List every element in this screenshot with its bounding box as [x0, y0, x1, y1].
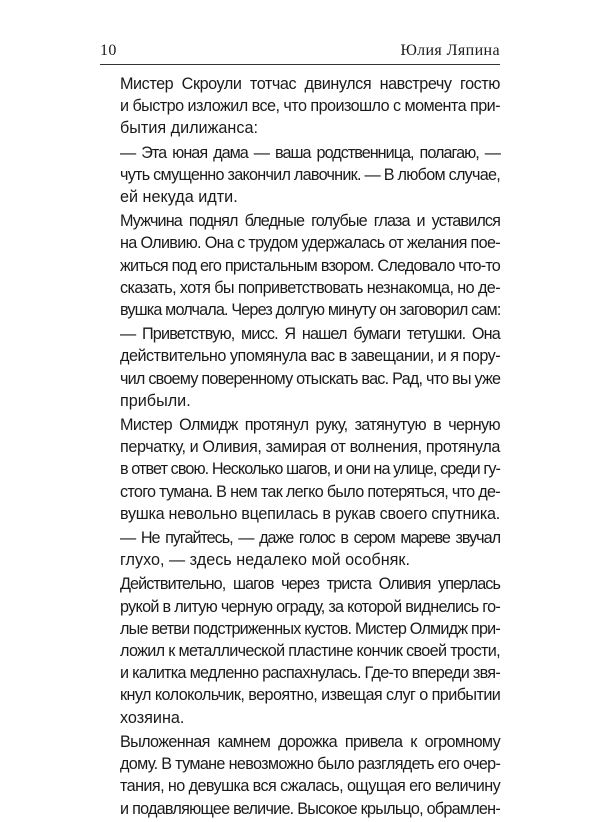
- text-line: и подавляющее величие. Высокое крыльцо, обрамлен-: [120, 799, 500, 818]
- paragraph: [100, 142, 500, 209]
- text-line: прибыли.: [120, 391, 191, 410]
- text-line: перчатку, и Оливия, замирая от волнения, протянула: [120, 438, 500, 457]
- text-line: Мужчина поднял бледные голубые глаза и уставился: [120, 212, 500, 231]
- text-line: стого тумана. В нем так легко было потеряться, что де-: [120, 482, 500, 501]
- page-header: [100, 38, 500, 65]
- running-title: Юлия Ляпина: [400, 42, 500, 59]
- text-line: — Эта юная дама — ваша родственница, полагаю, —: [120, 143, 500, 162]
- text-line: житься под его пристальным взором. Следовало что-то: [120, 256, 500, 275]
- text-line: и калитка медленно распахнулась. Где-то впереди звя-: [120, 664, 500, 683]
- text-line: в ответ свою. Несколько шагов, и они на улице, среди гу-: [120, 460, 500, 479]
- text-line: Мистер Олмидж протянул руку, затянутую в черную: [120, 416, 500, 435]
- text-line: — Не пугайтесь, — даже голос в сером мареве звучал: [120, 529, 500, 548]
- paragraph: [100, 527, 500, 571]
- text-line: сказать, хотя бы поприветствовать незнакомца, но де-: [120, 278, 500, 297]
- text-line: кнул колокольчик, вероятно, извещая слуг о прибытии: [120, 686, 501, 705]
- text-line: чил своему поверенному отыскать вас. Рад, что вы уже: [120, 369, 501, 388]
- text-line: чуть смущенно закончил лавочник. — В любом случае,: [120, 165, 500, 184]
- text-line: дому. В тумане невозможно было разглядеть его очер-: [120, 755, 501, 774]
- text-line: вушка невольно вцепилась в рукав своего спутника.: [120, 504, 500, 523]
- text-line: Действительно, шагов через триста Оливия уперлась: [120, 575, 500, 594]
- paragraph: [100, 414, 500, 525]
- text-line: лые ветви подстриженных кустов. Мистер Олмидж при-: [120, 619, 500, 638]
- text-line: Выложенная камнем дорожка привела к огромному: [120, 732, 500, 751]
- paragraph: [100, 731, 500, 820]
- text-line: хозяина.: [120, 708, 185, 727]
- text-line: бытия дилижанса:: [120, 119, 258, 138]
- page-number: 10: [100, 42, 117, 59]
- paragraph: [100, 573, 500, 728]
- paragraph: [100, 323, 500, 412]
- body-text: [100, 73, 500, 822]
- text-line: — Приветствую, мисс. Я нашел бумаги тетушки. Она: [120, 325, 500, 344]
- text-line: рукой в литую черную ограду, за которой виднелись го-: [120, 597, 501, 616]
- text-line: глухо, — здесь недалеко мой особняк.: [120, 551, 410, 570]
- text-line: вушка молчала. Через долгую минуту он заговорил сам:: [120, 301, 501, 320]
- text-line: ложил к металлической пластине кончик своей трости,: [120, 642, 500, 661]
- paragraph: [100, 73, 500, 140]
- text-line: Мистер Скроули тотчас двинулся навстречу гостю: [120, 75, 500, 93]
- text-line: действительно упомянула вас в завещании, и я пору-: [120, 347, 501, 366]
- paragraph: [100, 210, 500, 321]
- text-line: тания, но девушка вся сжалась, ощущая его величину: [120, 777, 501, 796]
- text-line: ей некуда идти.: [120, 188, 238, 207]
- text-line: и быстро изложил все, что произошло с момента при-: [120, 97, 500, 116]
- text-line: на Оливию. Она с трудом удержалась от желания поe-: [120, 234, 500, 253]
